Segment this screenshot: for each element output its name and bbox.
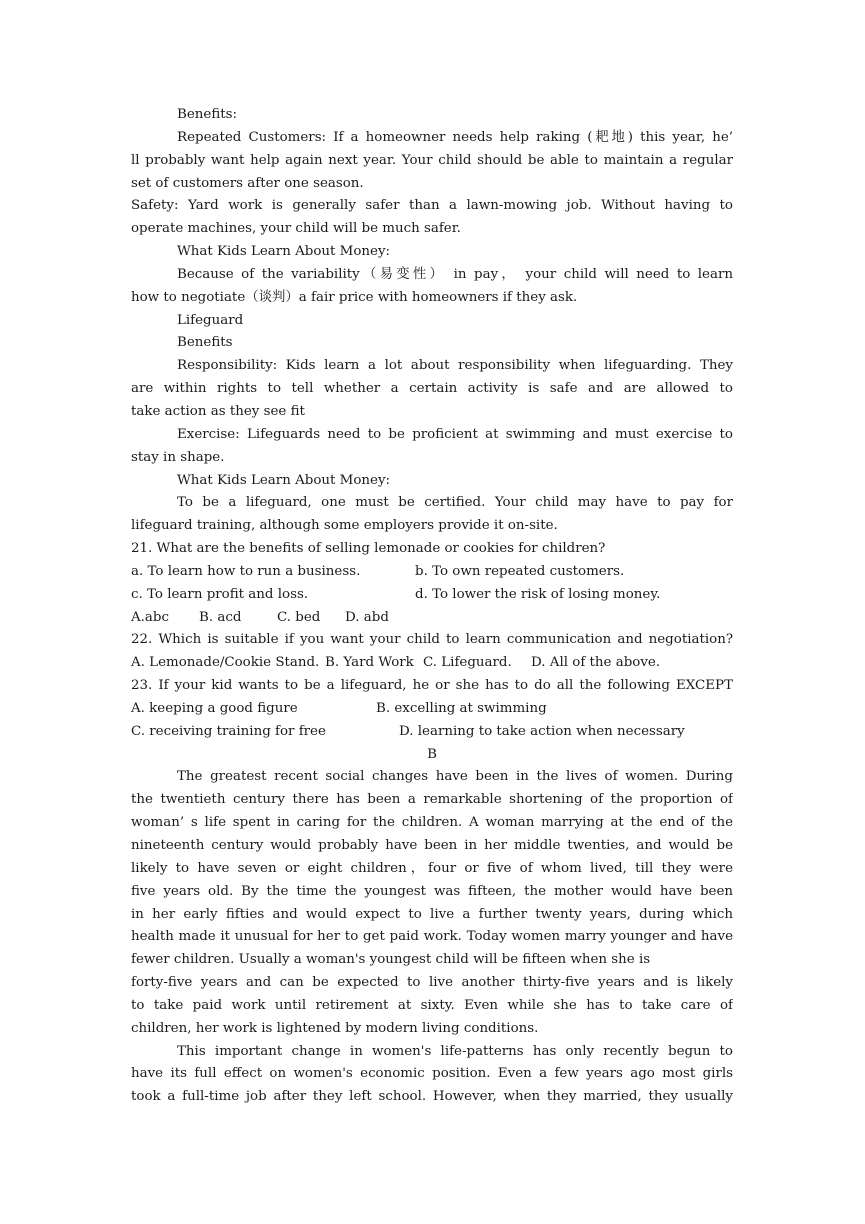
passage-b-line: the twentieth century there has been a remarkable shortening of the proportion of <box>131 792 733 808</box>
q22-option-a: A. Lemonade/Cookie Stand. <box>131 655 320 671</box>
passage-a-line: Benefits <box>177 335 233 351</box>
q23-option-row-2 <box>131 721 733 744</box>
passage-a-line: Responsibility: Kids learn a lot about responsibility when lifeguarding. They <box>177 358 733 374</box>
q21-option-c: c. To learn profit and loss. <box>131 586 309 602</box>
section-b-label: B <box>427 746 437 762</box>
passage-a-line: operate machines, your child will be much safer. <box>131 221 461 237</box>
passage-a-line: set of customers after one season. <box>131 175 364 191</box>
passage-b-line: This important change in women's life-patterns has only recently begun to <box>177 1043 733 1059</box>
q21-option-row-1 <box>131 561 733 584</box>
passage-b-line: woman’ s life spent in caring for the children. A woman marrying at the end of the <box>131 815 733 831</box>
passage-a-line: To be a lifeguard, one must be certified. Your child may have to pay for <box>177 495 733 511</box>
passage-a-line: Lifeguard <box>177 312 244 328</box>
passage-a-line: Repeated Customers: If a homeowner needs help raking (耙地) this year, he’ <box>177 129 733 145</box>
q21-option-b: b. To own repeated customers. <box>415 563 625 579</box>
passage-a-line: are within rights to tell whether a certain activity is safe and are allowed to <box>131 381 733 397</box>
passage-a-line: Safety: Yard work is generally safer than a lawn-mowing job. Without having to <box>131 198 733 214</box>
passage-b-line: to take paid work until retirement at sixty. Even while she has to take care of <box>131 997 733 1013</box>
passage-a-line: What Kids Learn About Money: <box>177 472 391 488</box>
q21-choice-c: C. bed <box>277 609 321 625</box>
passage-a-line: 21. What are the benefits of selling lemonade or cookies for children? <box>131 541 606 557</box>
q23-option-b: B. excelling at swimming <box>376 700 547 716</box>
passage-b-line: health made it unusual for her to get paid work. Today women marry younger and have <box>131 929 733 945</box>
q21-choices <box>131 607 733 630</box>
passage-b-line: have its full effect on women's economic position. Even a few years ago most girls <box>131 1066 733 1082</box>
passage-b-line: nineteenth century would probably have been in her middle twenties, and would be <box>131 838 733 853</box>
q22-options <box>131 652 733 675</box>
passage-b <box>131 766 733 1109</box>
passage-a-line: how to negotiate（谈判）a fair price with homeowners if they ask. <box>131 289 578 305</box>
q21-option-d: d. To lower the risk of losing money. <box>415 586 661 602</box>
q21-choice-d: D. abd <box>345 609 389 625</box>
q22-option-c: C. Lifeguard. <box>423 655 512 671</box>
q21-choice-a: A.abc <box>131 609 169 625</box>
passage-b-line: likely to have seven or eight children，four or five of whom lived, till they were <box>131 860 733 876</box>
passage-a-line: Benefits: <box>177 107 238 122</box>
q22-option-d: D. All of the above. <box>531 655 661 671</box>
passage-b-line: five years old. By the time the youngest was fifteen, the mother would have been <box>131 883 733 899</box>
passage-a-line: take action as they see fit <box>131 403 305 419</box>
passage-b-line: The greatest recent social changes have been in the lives of women. During <box>177 769 733 785</box>
passage-a-line: Because of the variability（易变性） in pay， your child will need to learn <box>177 266 733 282</box>
passage-b-line: in her early fifties and would expect to live a further twenty years, during which <box>131 906 733 922</box>
passage-b-line: took a full-time job after they left school. However, when they married, they usually <box>131 1089 733 1105</box>
document-page <box>131 104 733 1109</box>
passage-a <box>131 104 733 561</box>
passage-a-line: lifeguard training, although some employers provide it on-site. <box>131 518 558 534</box>
q22-question: 22. Which is suitable if you want your child to learn communication and negotiation? <box>131 632 733 648</box>
q22-option-b: B. Yard Work <box>325 655 414 671</box>
q21-choice-b: B. acd <box>199 609 242 625</box>
passage-a-line: ll probably want help again next year. Your child should be able to maintain a regular <box>131 152 733 168</box>
q23-option-d: D. learning to take action when necessary <box>399 723 685 739</box>
passage-b-line: children, her work is lightened by modern living conditions. <box>131 1020 539 1036</box>
passage-a-line: What Kids Learn About Money: <box>177 244 391 260</box>
q23-option-c: C. receiving training for free <box>131 723 326 739</box>
q21-option-a: a. To learn how to run a business. <box>131 563 361 579</box>
q21-option-row-2 <box>131 584 733 607</box>
q23-option-a: A. keeping a good figure <box>131 700 298 716</box>
q23-option-row-1 <box>131 698 733 721</box>
passage-a-line: stay in shape. <box>131 449 225 465</box>
passage-b-line: fewer children. Usually a woman's youngest child will be fifteen when she is <box>131 952 651 968</box>
passage-b-line: forty-five years and can be expected to live another thirty-five years and is likely <box>131 975 733 991</box>
passage-a-line: Exercise: Lifeguards need to be proficient at swimming and must exercise to <box>177 426 733 442</box>
q23-question: 23. If your kid wants to be a lifeguard, he or she has to do all the following EXCEPT <box>131 678 733 694</box>
